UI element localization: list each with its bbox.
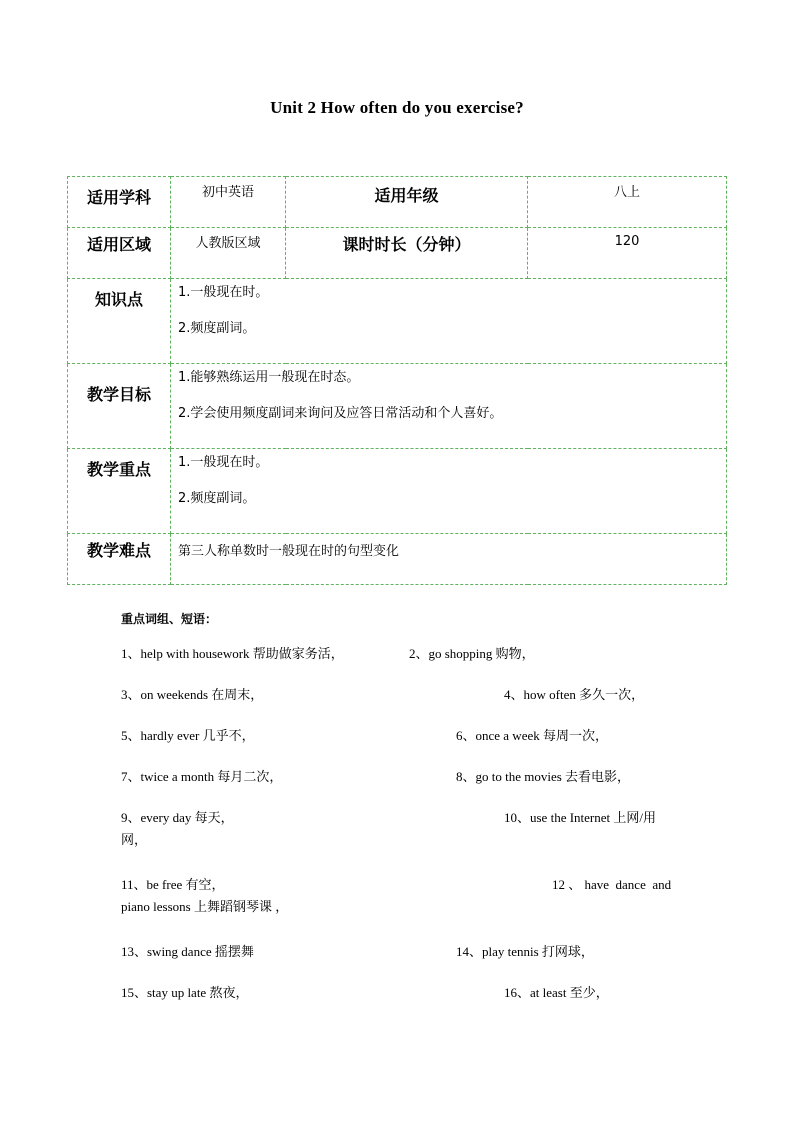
- vocab-row: [121, 941, 681, 982]
- vocab-row: [121, 766, 681, 807]
- grade-label: 适用年级: [286, 177, 528, 228]
- focus-content: [171, 449, 727, 534]
- vocab-item: 9、every day 每天，: [121, 810, 234, 825]
- knowledge-item: 1.一般现在时。: [178, 285, 269, 300]
- vocab-item: 8、go to the movies 去看电影，: [456, 769, 631, 784]
- goals-item: 1.能够熟练运用一般现在时态。: [178, 370, 360, 385]
- vocab-item-continuation: piano lessons 上舞蹈钢琴课 ，: [121, 899, 289, 914]
- lesson-info-table: [67, 176, 727, 585]
- vocab-item: 6、once a week 每周一次，: [456, 728, 608, 743]
- goals-label: 教学目标: [68, 364, 171, 449]
- knowledge-content: [171, 279, 727, 364]
- duration-label: 课时时长（分钟）: [286, 228, 528, 279]
- knowledge-label: 知识点: [68, 279, 171, 364]
- vocab-row: [121, 982, 681, 1023]
- vocab-item: 10、use the Internet 上网/用: [504, 810, 656, 825]
- difficulty-content: 第三人称单数时一般现在时的句型变化: [171, 534, 727, 585]
- vocab-row: [121, 725, 681, 766]
- grade-value: 八上: [528, 177, 727, 228]
- vocab-item: 1、help with housework 帮助做家务活，: [121, 646, 344, 661]
- subject-label: 适用学科: [68, 177, 171, 228]
- focus-item: 1.一般现在时。: [178, 455, 269, 470]
- vocab-item: 11、be free 有空，: [121, 877, 225, 892]
- vocab-item: 13、swing dance 摇摆舞: [121, 944, 254, 959]
- duration-value: 120: [528, 228, 727, 279]
- vocab-item: 5、hardly ever 几乎不，: [121, 728, 255, 743]
- vocab-section: [121, 610, 681, 1023]
- vocab-item-continuation: 网，: [121, 832, 148, 847]
- vocab-item: 15、stay up late 熬夜，: [121, 985, 249, 1000]
- vocab-title: 重点词组、短语：: [121, 612, 218, 626]
- vocab-item: 14、play tennis 打网球，: [456, 944, 594, 959]
- vocab-item: 4、how often 多久一次，: [504, 687, 645, 702]
- vocab-row: [121, 807, 681, 874]
- region-label: 适用区域: [68, 228, 171, 279]
- difficulty-label: 教学难点: [68, 534, 171, 585]
- page-title: Unit 2 How often do you exercise?: [270, 98, 524, 117]
- vocab-item: 16、at least 至少，: [504, 985, 609, 1000]
- vocab-item: 7、twice a month 每月二次，: [121, 769, 283, 784]
- vocab-item: 2、go shopping 购物，: [409, 646, 535, 661]
- focus-item: 2.频度副词。: [178, 490, 256, 506]
- subject-value: 初中英语: [171, 177, 286, 228]
- knowledge-item: 2.频度副词。: [178, 320, 256, 336]
- vocab-row: [121, 684, 681, 725]
- vocab-item: 3、on weekends 在周末，: [121, 687, 264, 702]
- vocab-row: [121, 643, 681, 684]
- goals-item: 2.学会使用频度副词来询问及应答日常活动和个人喜好。: [178, 405, 503, 421]
- region-value: 人教版区域: [171, 228, 286, 279]
- focus-label: 教学重点: [68, 449, 171, 534]
- vocab-item: 12 、 have dance and: [552, 877, 672, 892]
- vocab-row: [121, 874, 681, 941]
- goals-content: [171, 364, 727, 449]
